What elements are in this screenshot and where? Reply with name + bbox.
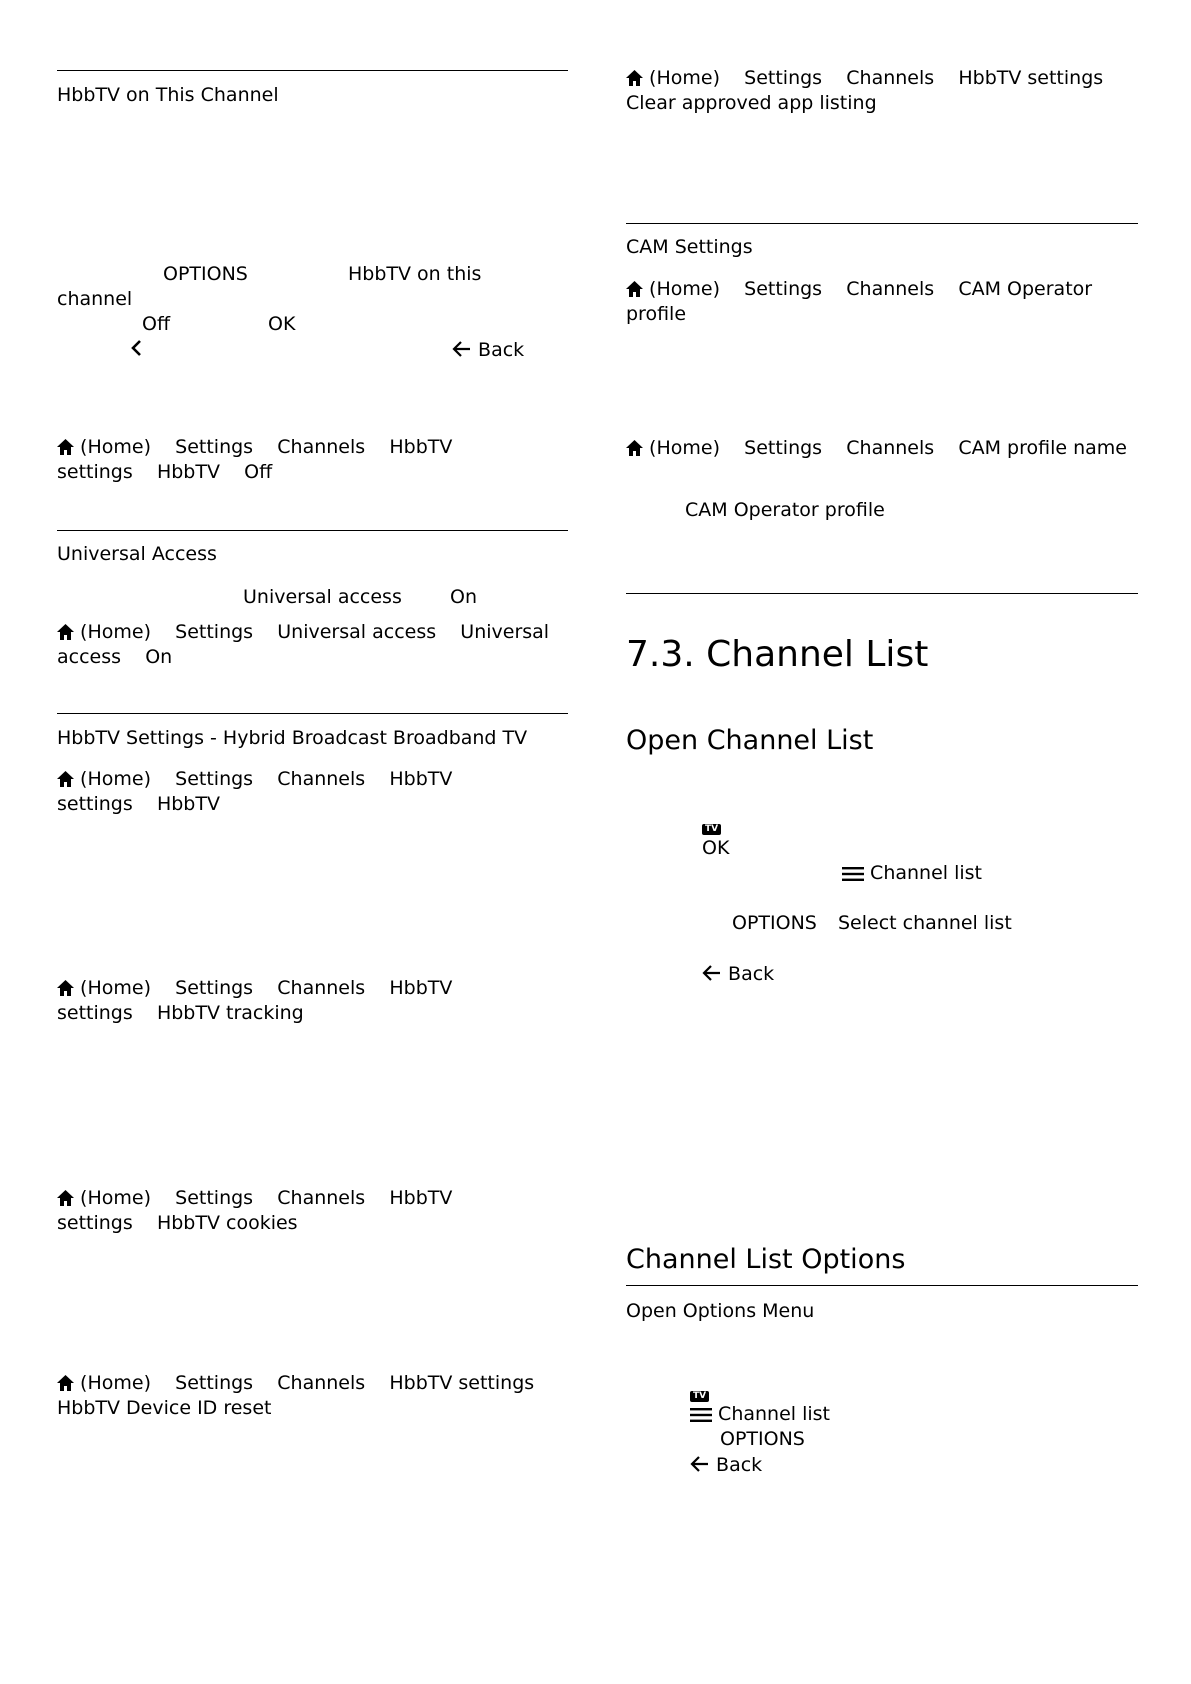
universal-access-on: On [450, 586, 477, 608]
universal-access-label: Universal access [243, 586, 402, 608]
home-icon [57, 624, 74, 640]
cam-operator-profile-label: CAM Operator profile [685, 499, 885, 521]
path-hbbtv-device-id-line2: HbbTV Device ID reset [57, 1397, 272, 1419]
tv-key-icon: TV [702, 816, 721, 835]
path-universal-access: (Home) Settings Universal access Universal [57, 623, 549, 642]
list-menu-icon [842, 867, 864, 881]
heading-channel-list-options: Channel List Options [626, 1244, 906, 1275]
options-key-label: OPTIONS [720, 1428, 805, 1450]
path-hbbtv-tracking: (Home) Settings Channels HbbTV [57, 979, 452, 998]
options-key-label: OPTIONS [163, 263, 248, 285]
subheading-open-options-menu: Open Options Menu [626, 1300, 815, 1322]
path-cam-operator: (Home) Settings Channels CAM Operator [626, 280, 1092, 299]
path-hbbtv-device-id: (Home) Settings Channels HbbTV settings [57, 1374, 534, 1393]
home-icon [626, 281, 643, 297]
divider-options-menu [626, 1285, 1138, 1286]
channel-list-hint: Channel list [690, 1405, 830, 1424]
path-hbbtv-cookies-line2: settings HbbTV cookies [57, 1212, 298, 1234]
ok-key-label: OK [702, 837, 730, 859]
path-clear-approved-line2: Clear approved app listing [626, 92, 877, 114]
back-arrow-icon [690, 1455, 710, 1473]
divider-cam-settings [626, 223, 1138, 224]
section-title-hbbtv-settings: HbbTV Settings - Hybrid Broadcast Broadband TV [57, 727, 528, 749]
path-universal-access-line2: access On [57, 646, 173, 668]
back-arrow-icon [702, 964, 722, 982]
options-key-label: OPTIONS [732, 912, 817, 934]
path-hbbtv-off-line2: settings HbbTV Off [57, 461, 273, 483]
path-cam-operator-line2: profile [626, 303, 687, 325]
divider-hbbtv-channel [57, 70, 568, 71]
divider-universal-access [57, 530, 568, 531]
home-icon [57, 771, 74, 787]
heading-open-channel-list: Open Channel List [626, 725, 874, 756]
channel-list-hint: Channel list [842, 864, 982, 883]
path-hbbtv-off: (Home) Settings Channels HbbTV [57, 438, 452, 457]
divider-channel-list [626, 593, 1138, 594]
off-value: Off [142, 313, 171, 335]
divider-hbbtv-settings [57, 713, 568, 714]
ok-key-label: OK [268, 313, 296, 335]
section-title-universal-access: Universal Access [57, 543, 217, 565]
path-cam-profile-name: (Home) Settings Channels CAM profile name [626, 439, 1127, 458]
back-arrow-icon [452, 340, 472, 358]
path-hbbtv: (Home) Settings Channels HbbTV [57, 770, 452, 789]
chapter-title: 7.3. Channel List [626, 634, 929, 675]
back-button-hint: Back [702, 964, 774, 984]
home-icon [626, 440, 643, 456]
tv-key-icon: TV [690, 1383, 709, 1402]
home-icon [626, 70, 643, 86]
home-icon [57, 1190, 74, 1206]
select-channel-list-label: Select channel list [838, 912, 1012, 934]
chevron-left-icon [130, 339, 144, 359]
hbbtv-on-this-label: HbbTV on this [348, 263, 482, 285]
channel-label: channel [57, 288, 133, 310]
back-label: Back [478, 339, 525, 361]
path-hbbtv-line2: settings HbbTV [57, 793, 220, 815]
back-button-hint: Back [690, 1455, 762, 1475]
path-hbbtv-tracking-line2: settings HbbTV tracking [57, 1002, 304, 1024]
path-clear-approved: (Home) Settings Channels HbbTV settings [626, 69, 1103, 88]
home-icon [57, 980, 74, 996]
section-title-cam-settings: CAM Settings [626, 236, 753, 258]
back-button-hint [452, 340, 524, 360]
section-title-hbbtv-channel: HbbTV on This Channel [57, 84, 279, 106]
path-hbbtv-cookies: (Home) Settings Channels HbbTV [57, 1189, 452, 1208]
home-icon [57, 1375, 74, 1391]
list-menu-icon [690, 1408, 712, 1422]
home-icon [57, 439, 74, 455]
